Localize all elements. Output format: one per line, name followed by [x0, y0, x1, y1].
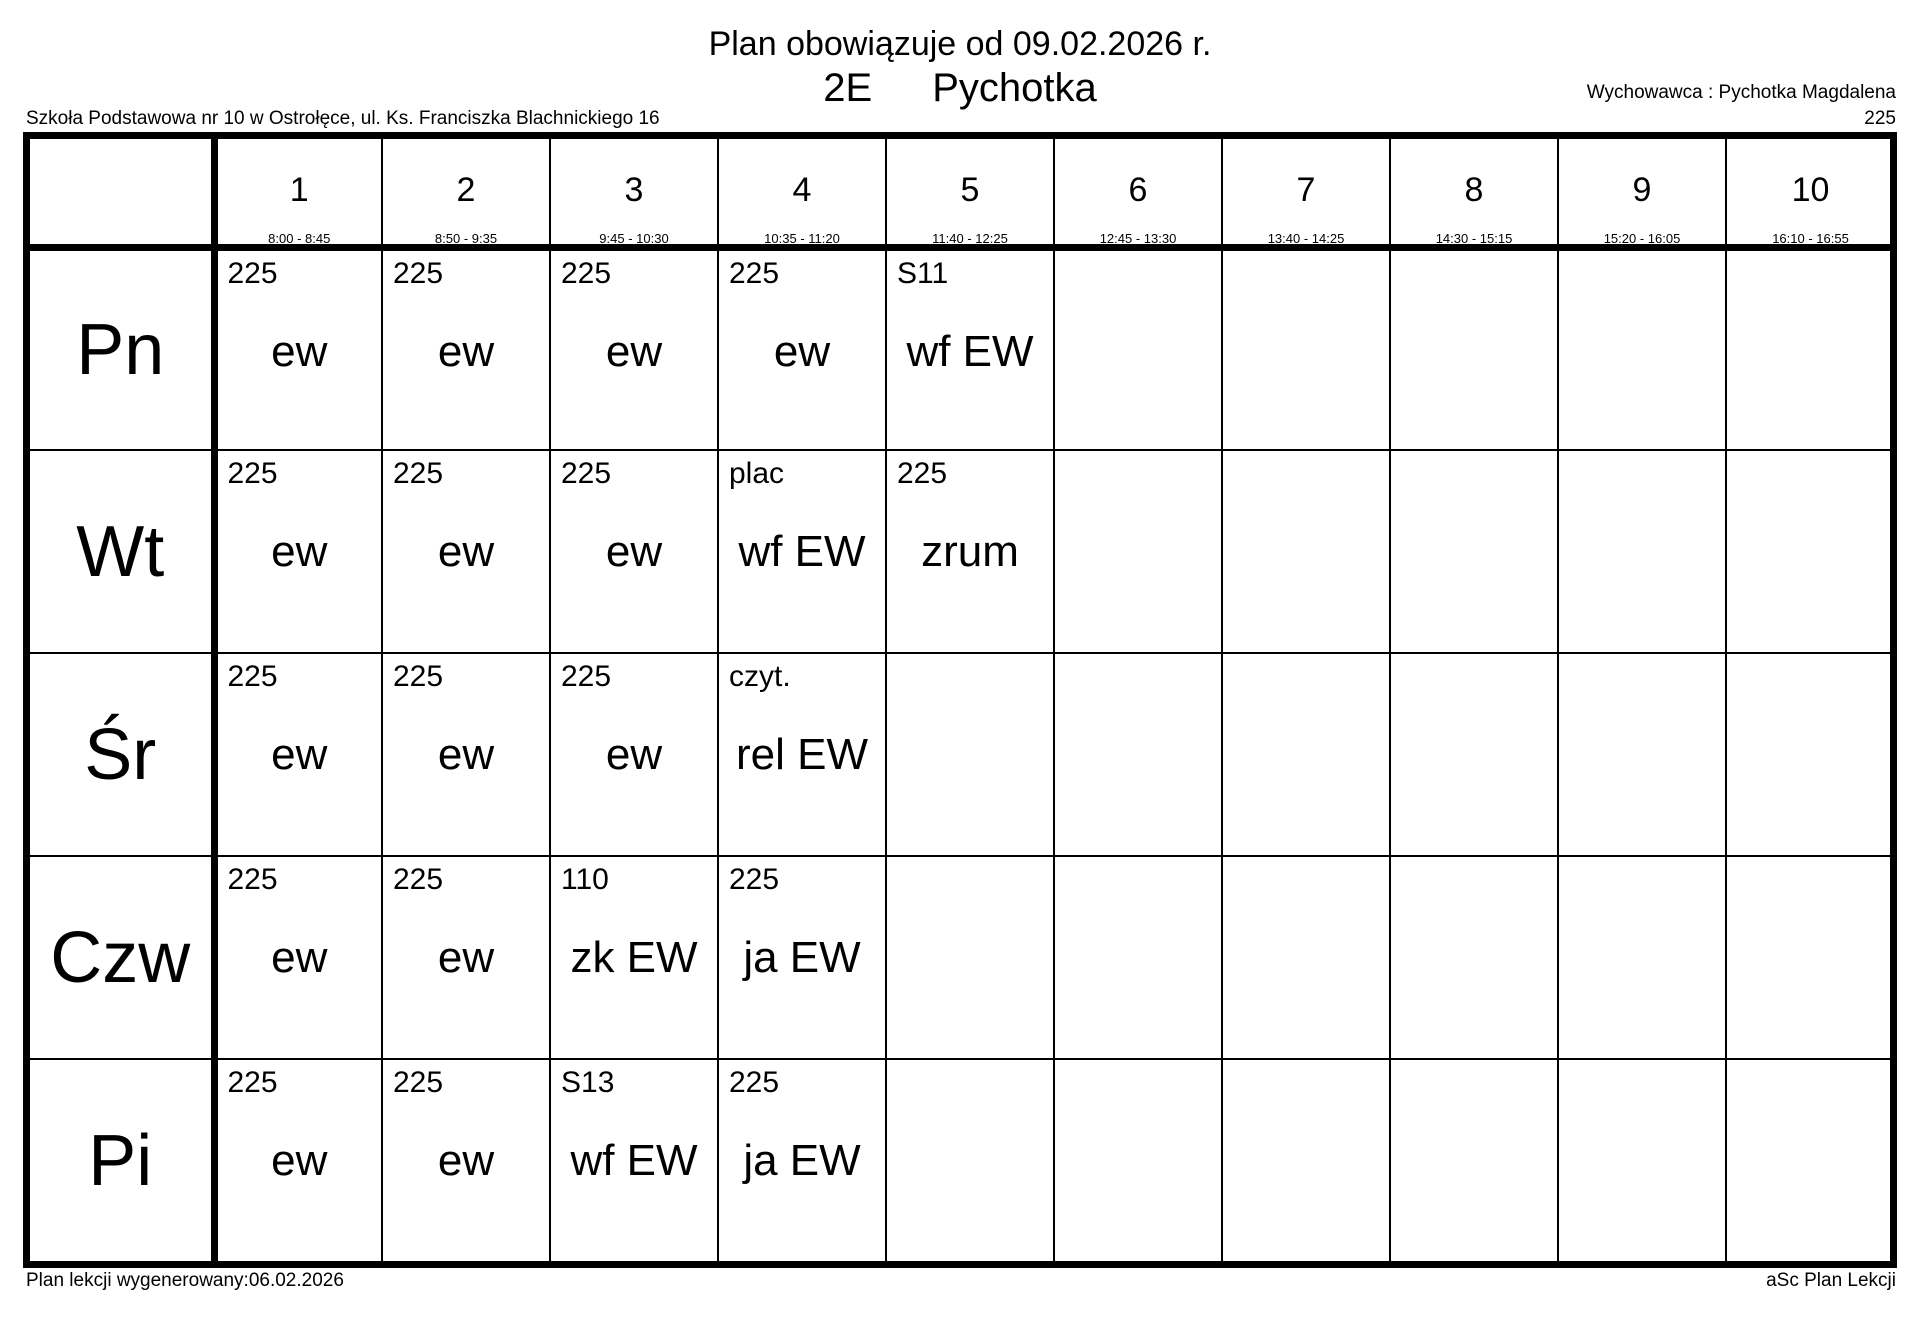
lesson-cell [718, 450, 886, 653]
empty-cell [1558, 1059, 1726, 1262]
lesson-cell [382, 247, 550, 450]
period-header [886, 139, 1054, 247]
lesson-room: 225 [227, 457, 278, 490]
period-number: 10 [1791, 171, 1830, 209]
lesson-room: 225 [729, 863, 780, 896]
empty-cell [1054, 1059, 1222, 1262]
day-row [30, 856, 1894, 1059]
lesson-cell [550, 1059, 718, 1262]
empty-cell [1726, 856, 1894, 1059]
lesson-cell [214, 247, 382, 450]
period-header [1054, 139, 1222, 247]
period-header [1390, 139, 1558, 247]
empty-cell [1054, 450, 1222, 653]
lesson-room: plac [729, 457, 785, 490]
day-label: Pn [30, 247, 214, 450]
day-row [30, 1059, 1894, 1262]
lesson-room: 110 [561, 863, 609, 896]
lesson-subject: ew [605, 730, 663, 779]
empty-cell [1222, 653, 1390, 856]
lesson-room: 225 [393, 457, 444, 490]
school-address: Szkoła Podstawowa nr 10 w Ostrołęce, ul. Ks. Franciszka Blachnickiego 16 [26, 108, 660, 129]
period-time: 12:45 - 13:30 [1099, 231, 1177, 246]
lesson-subject: ja EW [743, 933, 861, 982]
lesson-room: 225 [897, 457, 948, 490]
day-label: Śr [30, 653, 214, 856]
lesson-room: 225 [227, 256, 278, 290]
lesson-room: 225 [729, 256, 780, 290]
lesson-room: 225 [729, 1066, 780, 1099]
period-number: 8 [1464, 171, 1484, 209]
lesson-room: 225 [561, 660, 612, 693]
day-label: Pi [30, 1059, 214, 1262]
lesson-cell [382, 450, 550, 653]
empty-cell [1222, 1059, 1390, 1262]
empty-cell [1222, 450, 1390, 653]
lesson-cell [886, 247, 1054, 450]
period-time: 14:30 - 15:15 [1435, 231, 1513, 246]
empty-cell [886, 856, 1054, 1059]
lesson-subject: rel EW [736, 730, 868, 779]
lesson-cell [550, 856, 718, 1059]
empty-cell [1390, 450, 1558, 653]
empty-cell [1054, 653, 1222, 856]
lesson-cell [214, 653, 382, 856]
period-number: 4 [792, 171, 812, 209]
lesson-cell [886, 450, 1054, 653]
lesson-cell [382, 653, 550, 856]
lesson-cell [382, 856, 550, 1059]
lesson-room: 225 [561, 256, 612, 290]
period-time: 8:50 - 9:35 [434, 231, 498, 246]
period-number: 3 [624, 171, 644, 209]
empty-cell [1726, 247, 1894, 450]
timetable [23, 132, 1897, 1268]
homeroom-room: 225 [1864, 108, 1896, 129]
lesson-room: 225 [561, 457, 612, 490]
empty-cell [1390, 653, 1558, 856]
lesson-cell [382, 1059, 550, 1262]
lesson-cell [550, 653, 718, 856]
lesson-subject: ew [605, 527, 663, 576]
empty-cell [886, 653, 1054, 856]
period-time: 8:00 - 8:45 [268, 231, 331, 246]
software-brand: aSc Plan Lekcji [1766, 1270, 1896, 1291]
class-name: Pychotka [932, 66, 1097, 110]
lesson-subject: wf EW [906, 326, 1034, 376]
lesson-subject: ew [437, 1136, 495, 1185]
empty-cell [1054, 856, 1222, 1059]
period-header [1222, 139, 1390, 247]
empty-cell [1726, 653, 1894, 856]
lesson-room: S11 [897, 256, 949, 290]
empty-cell [1558, 856, 1726, 1059]
period-number: 7 [1296, 171, 1316, 209]
lesson-subject: zrum [921, 527, 1019, 576]
period-header [1726, 139, 1894, 247]
period-header-row [30, 139, 1894, 247]
generated-date: Plan lekcji wygenerowany:06.02.2026 [26, 1270, 344, 1291]
empty-cell [1222, 247, 1390, 450]
lesson-subject: ew [773, 326, 831, 376]
lesson-subject: ew [437, 527, 495, 576]
lesson-cell [718, 1059, 886, 1262]
lesson-subject: ew [437, 326, 495, 376]
day-label: Czw [30, 856, 214, 1059]
day-label: Wt [30, 450, 214, 653]
lesson-room: 225 [227, 1066, 278, 1099]
empty-cell [1726, 1059, 1894, 1262]
lesson-cell [718, 247, 886, 450]
period-number: 2 [456, 171, 476, 209]
empty-cell [1390, 247, 1558, 450]
period-header [214, 139, 382, 247]
lesson-cell [214, 1059, 382, 1262]
period-header [1558, 139, 1726, 247]
period-header [382, 139, 550, 247]
period-number: 9 [1632, 171, 1652, 209]
lesson-subject: ew [271, 730, 328, 779]
period-number: 6 [1128, 171, 1148, 209]
empty-cell [1558, 653, 1726, 856]
lesson-subject: zk EW [570, 933, 698, 982]
empty-cell [1222, 856, 1390, 1059]
period-time: 9:45 - 10:30 [599, 231, 669, 246]
lesson-cell [550, 247, 718, 450]
valid-from-title: Plan obowiązuje od 09.02.2026 r. [708, 25, 1212, 63]
empty-cell [1726, 450, 1894, 653]
empty-cell [886, 1059, 1054, 1262]
lesson-room: czyt. [729, 660, 791, 693]
lesson-subject: ew [437, 933, 495, 982]
lesson-subject: ew [271, 1136, 328, 1185]
lesson-room: S13 [561, 1066, 615, 1099]
corner-cell [30, 139, 214, 247]
lesson-cell [550, 450, 718, 653]
lesson-room: 225 [393, 1066, 444, 1099]
lesson-subject: ew [271, 527, 328, 576]
day-row [30, 653, 1894, 856]
day-row [30, 450, 1894, 653]
lesson-cell [214, 856, 382, 1059]
period-number: 5 [960, 171, 980, 209]
day-row [30, 247, 1894, 450]
empty-cell [1390, 1059, 1558, 1262]
lesson-subject: ew [271, 933, 328, 982]
lesson-room: 225 [393, 660, 444, 693]
period-time: 15:20 - 16:05 [1603, 231, 1681, 246]
timetable-table [30, 139, 1894, 1262]
lesson-room: 225 [393, 256, 444, 290]
lesson-room: 225 [393, 863, 444, 896]
empty-cell [1558, 247, 1726, 450]
lesson-cell [718, 856, 886, 1059]
empty-cell [1054, 247, 1222, 450]
period-time: 10:35 - 11:20 [764, 231, 840, 246]
lesson-subject: wf EW [570, 1136, 698, 1185]
period-header [550, 139, 718, 247]
lesson-subject: ew [605, 326, 663, 376]
lesson-subject: ew [271, 326, 328, 376]
lesson-cell [718, 653, 886, 856]
class-code: 2E [823, 66, 873, 110]
lesson-room: 225 [227, 863, 278, 896]
lesson-subject: ja EW [743, 1136, 861, 1185]
period-time: 13:40 - 14:25 [1267, 231, 1345, 246]
lesson-room: 225 [227, 660, 278, 693]
period-number: 1 [289, 171, 309, 209]
empty-cell [1390, 856, 1558, 1059]
lesson-subject: ew [437, 730, 495, 779]
empty-cell [1558, 450, 1726, 653]
lesson-subject: wf EW [738, 527, 866, 576]
period-time: 11:40 - 12:25 [932, 231, 1008, 246]
period-header [718, 139, 886, 247]
lesson-cell [214, 450, 382, 653]
period-time: 16:10 - 16:55 [1772, 231, 1849, 246]
homeroom-teacher: Wychowawca : Pychotka Magdalena [1586, 82, 1896, 103]
